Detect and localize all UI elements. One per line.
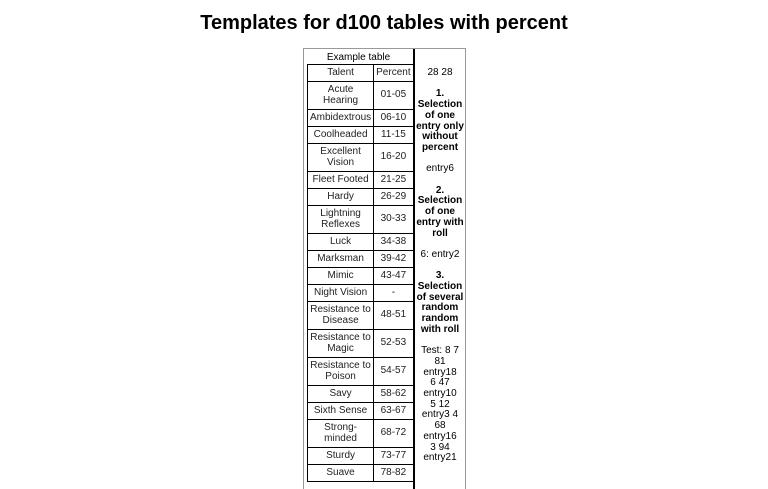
talent-cell: Ambidextrous: [308, 110, 374, 127]
table-row: [308, 172, 414, 189]
talent-cell: Marksman: [308, 251, 374, 268]
table-row: [308, 110, 414, 127]
section-2-heading: 2. Selection of one entry with roll: [416, 184, 464, 239]
percent-cell: 30-33: [374, 206, 413, 234]
percent-cell: 78-82: [374, 465, 413, 482]
talent-cell: Coolheaded: [308, 127, 374, 144]
percent-cell: 26-29: [374, 189, 413, 206]
roll-result: 28 28: [427, 67, 453, 78]
table-row: [308, 251, 414, 268]
section-2-result: 6: entry2: [420, 248, 460, 260]
table-row: [308, 82, 414, 110]
example-table: [307, 64, 414, 482]
percent-cell: 52-53: [374, 330, 413, 358]
page-title: Templates for d100 tables with percent: [200, 12, 568, 34]
talent-cell: Resistance to Poison: [308, 358, 374, 386]
percent-cell: 43-47: [374, 268, 413, 285]
table-row: [308, 189, 414, 206]
section-1-heading: 1. Selection of one entry only without percent: [416, 88, 464, 153]
table-row: [308, 448, 414, 465]
talent-cell: Acute Hearing: [308, 82, 374, 110]
table-row: [308, 386, 414, 403]
percent-cell: -: [374, 285, 413, 302]
percent-cell: 54-57: [374, 358, 413, 386]
percent-cell: 16-20: [374, 144, 413, 172]
talent-cell: Savy: [308, 386, 374, 403]
table-row: [308, 144, 414, 172]
percent-cell: 48-51: [374, 302, 413, 330]
table-row: [308, 465, 414, 482]
percent-cell: 11-15: [374, 127, 413, 144]
talent-cell: Luck: [308, 234, 374, 251]
talent-cell: Suave: [308, 465, 374, 482]
percent-cell: 01-05: [374, 82, 413, 110]
talent-cell: Sixth Sense: [308, 403, 374, 420]
percent-cell: 21-25: [374, 172, 413, 189]
percent-cell: 39-42: [374, 251, 413, 268]
talent-cell: Mimic: [308, 268, 374, 285]
table-row: [308, 420, 414, 448]
talent-cell: Resistance to Magic: [308, 330, 374, 358]
talent-cell: Excellent Vision: [308, 144, 374, 172]
table-row: [308, 403, 414, 420]
table-header-row: [308, 65, 414, 82]
percent-cell: 63-67: [374, 403, 413, 420]
section-3-heading: 3. Selection of several random random with roll: [416, 270, 464, 335]
percent-cell: 58-62: [374, 386, 413, 403]
talent-cell: Strong-minded: [308, 420, 374, 448]
header-talent: Talent: [308, 65, 374, 82]
results-cell: [415, 49, 465, 489]
table-row: [308, 234, 414, 251]
layout-table: [303, 48, 466, 489]
percent-cell: 68-72: [374, 420, 413, 448]
table-row: [308, 302, 414, 330]
percent-cell: 73-77: [374, 448, 413, 465]
table-row: [308, 268, 414, 285]
talent-cell: Resistance to Disease: [308, 302, 374, 330]
table-caption: Example table: [326, 52, 391, 63]
talent-cell: Sturdy: [308, 448, 374, 465]
table-row: [308, 330, 414, 358]
talent-cell: Night Vision: [308, 285, 374, 302]
talent-cell: Lightning Reflexes: [308, 206, 374, 234]
percent-cell: 06-10: [374, 110, 413, 127]
table-row: [308, 285, 414, 302]
example-table-cell: [304, 49, 415, 489]
talent-cell: Fleet Footed: [308, 172, 374, 189]
table-row: [308, 127, 414, 144]
section-1-result: entry6: [426, 163, 454, 175]
header-percent: Percent: [374, 65, 413, 82]
percent-cell: 34-38: [374, 234, 413, 251]
section-3-result: Test: 8 7 81 entry18 6 47 entry10 5 12 entry3 4 68 entry16 3 94 entry21: [421, 345, 459, 464]
table-row: [308, 358, 414, 386]
table-row: [308, 206, 414, 234]
talent-cell: Hardy: [308, 189, 374, 206]
